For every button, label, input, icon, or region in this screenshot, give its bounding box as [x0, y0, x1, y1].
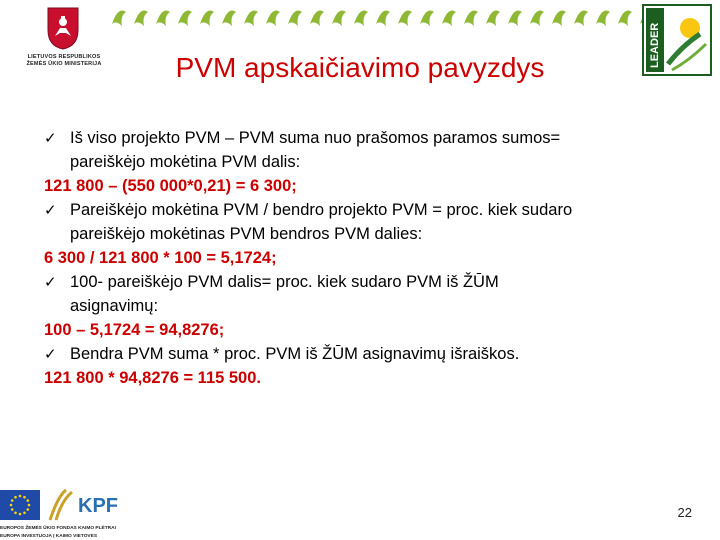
ornament-leaf: [288, 11, 302, 27]
check-icon: ✓: [44, 129, 57, 147]
ornament-leaf: [112, 11, 126, 27]
continuation-line: [44, 294, 694, 318]
slide-number: 22: [677, 505, 692, 520]
line-text: pareiškėjo mokėtinas PVM bendros PVM dalies:: [70, 225, 423, 243]
eu-star: [19, 513, 22, 516]
eu-star: [23, 511, 26, 514]
ornament-leaf: [464, 11, 478, 27]
eu-star: [14, 496, 17, 499]
formula-line: [44, 174, 694, 198]
kpf-text: KPF: [78, 495, 118, 517]
bullet-line: [44, 342, 694, 366]
eu-star: [19, 495, 22, 498]
eu-kpf-logo: [0, 486, 140, 540]
line-text: asignavimų:: [70, 297, 159, 315]
continuation-line: [44, 150, 694, 174]
eu-star: [11, 499, 14, 502]
ornament-leaf: [376, 11, 390, 27]
check-icon: ✓: [44, 201, 57, 219]
ornament-leaf: [354, 11, 368, 27]
continuation-line: [44, 222, 694, 246]
ornament-leaf: [574, 11, 588, 27]
eu-star: [26, 508, 29, 511]
slide-title: PVM apskaičiavimo pavyzdys: [175, 52, 545, 83]
ministry-line: LIETUVOS RESPUBLIKOS: [27, 54, 101, 60]
eu-star: [14, 511, 17, 514]
eu-star: [11, 508, 14, 511]
ornament-leaf: [134, 11, 148, 27]
bullet-line: [44, 126, 694, 150]
ornament-leaf: [508, 11, 522, 27]
ornament-leaf: [486, 11, 500, 27]
eu-caption-line: EUROPOS ŽEMĖS ŪKIO FONDAS KAIMO PLĖTRAI: [0, 526, 116, 531]
line-text: 121 800 * 94,8276 = 115 500.: [44, 369, 261, 387]
eu-flag-icon: [0, 490, 40, 520]
ministry-line: ŽEMĖS ŪKIO MINISTERIJA: [26, 60, 102, 67]
bullet-line: [44, 270, 694, 294]
ornament-leaf: [552, 11, 566, 27]
ornament-leaf: [618, 11, 632, 27]
check-icon: ✓: [44, 273, 57, 291]
slide-content: [44, 126, 694, 390]
ornament-leaf: [244, 11, 258, 27]
decorative-ornament-band: [108, 4, 642, 30]
line-text: Iš viso projekto PVM – PVM suma nuo prašomos paramos sumos=: [70, 129, 561, 147]
line-text: 121 800 – (550 000*0,21) = 6 300;: [44, 177, 297, 195]
formula-line: [44, 318, 694, 342]
line-text: pareiškėjo mokėtina PVM dalis:: [70, 153, 301, 171]
ornament-leaf: [332, 11, 346, 27]
eu-caption-line: EUROPA INVESTUOJA Į KAIMO VIETOVES: [0, 534, 98, 539]
line-text: 100 – 5,1724 = 94,8276;: [44, 321, 225, 339]
eu-star: [28, 504, 31, 507]
eu-star: [26, 499, 29, 502]
ornament-leaf: [266, 11, 280, 27]
ornament-leaf: [310, 11, 324, 27]
eu-star: [23, 496, 26, 499]
line-text: Pareiškėjo mokėtina PVM / bendro projekto PVM = proc. kiek sudaro: [70, 201, 573, 219]
coat-of-arms-icon: [46, 6, 80, 50]
ornament-leaf: [420, 11, 434, 27]
formula-line: [44, 246, 694, 270]
ornament-leaf: [596, 11, 610, 27]
eu-star: [10, 504, 13, 507]
ornament-leaf: [156, 11, 170, 27]
formula-line: [44, 366, 694, 390]
check-icon: ✓: [44, 345, 57, 363]
line-text: Bendra PVM suma * proc. PVM iš ŽŪM asignavimų išraiškos.: [70, 345, 520, 363]
ornament-leaf: [398, 11, 412, 27]
ornament-leaf: [200, 11, 214, 27]
line-text: 100- pareiškėjo PVM dalis= proc. kiek sudaro PVM iš ŽŪM: [70, 273, 499, 291]
leader-text: LEADER: [649, 22, 661, 68]
bullet-line: [44, 198, 694, 222]
line-text: 6 300 / 121 800 * 100 = 5,1724;: [44, 249, 277, 267]
ornament-leaf: [530, 11, 544, 27]
ornament-leaf: [442, 11, 456, 27]
ornament-leaf: [222, 11, 236, 27]
ornament-leaf: [178, 11, 192, 27]
